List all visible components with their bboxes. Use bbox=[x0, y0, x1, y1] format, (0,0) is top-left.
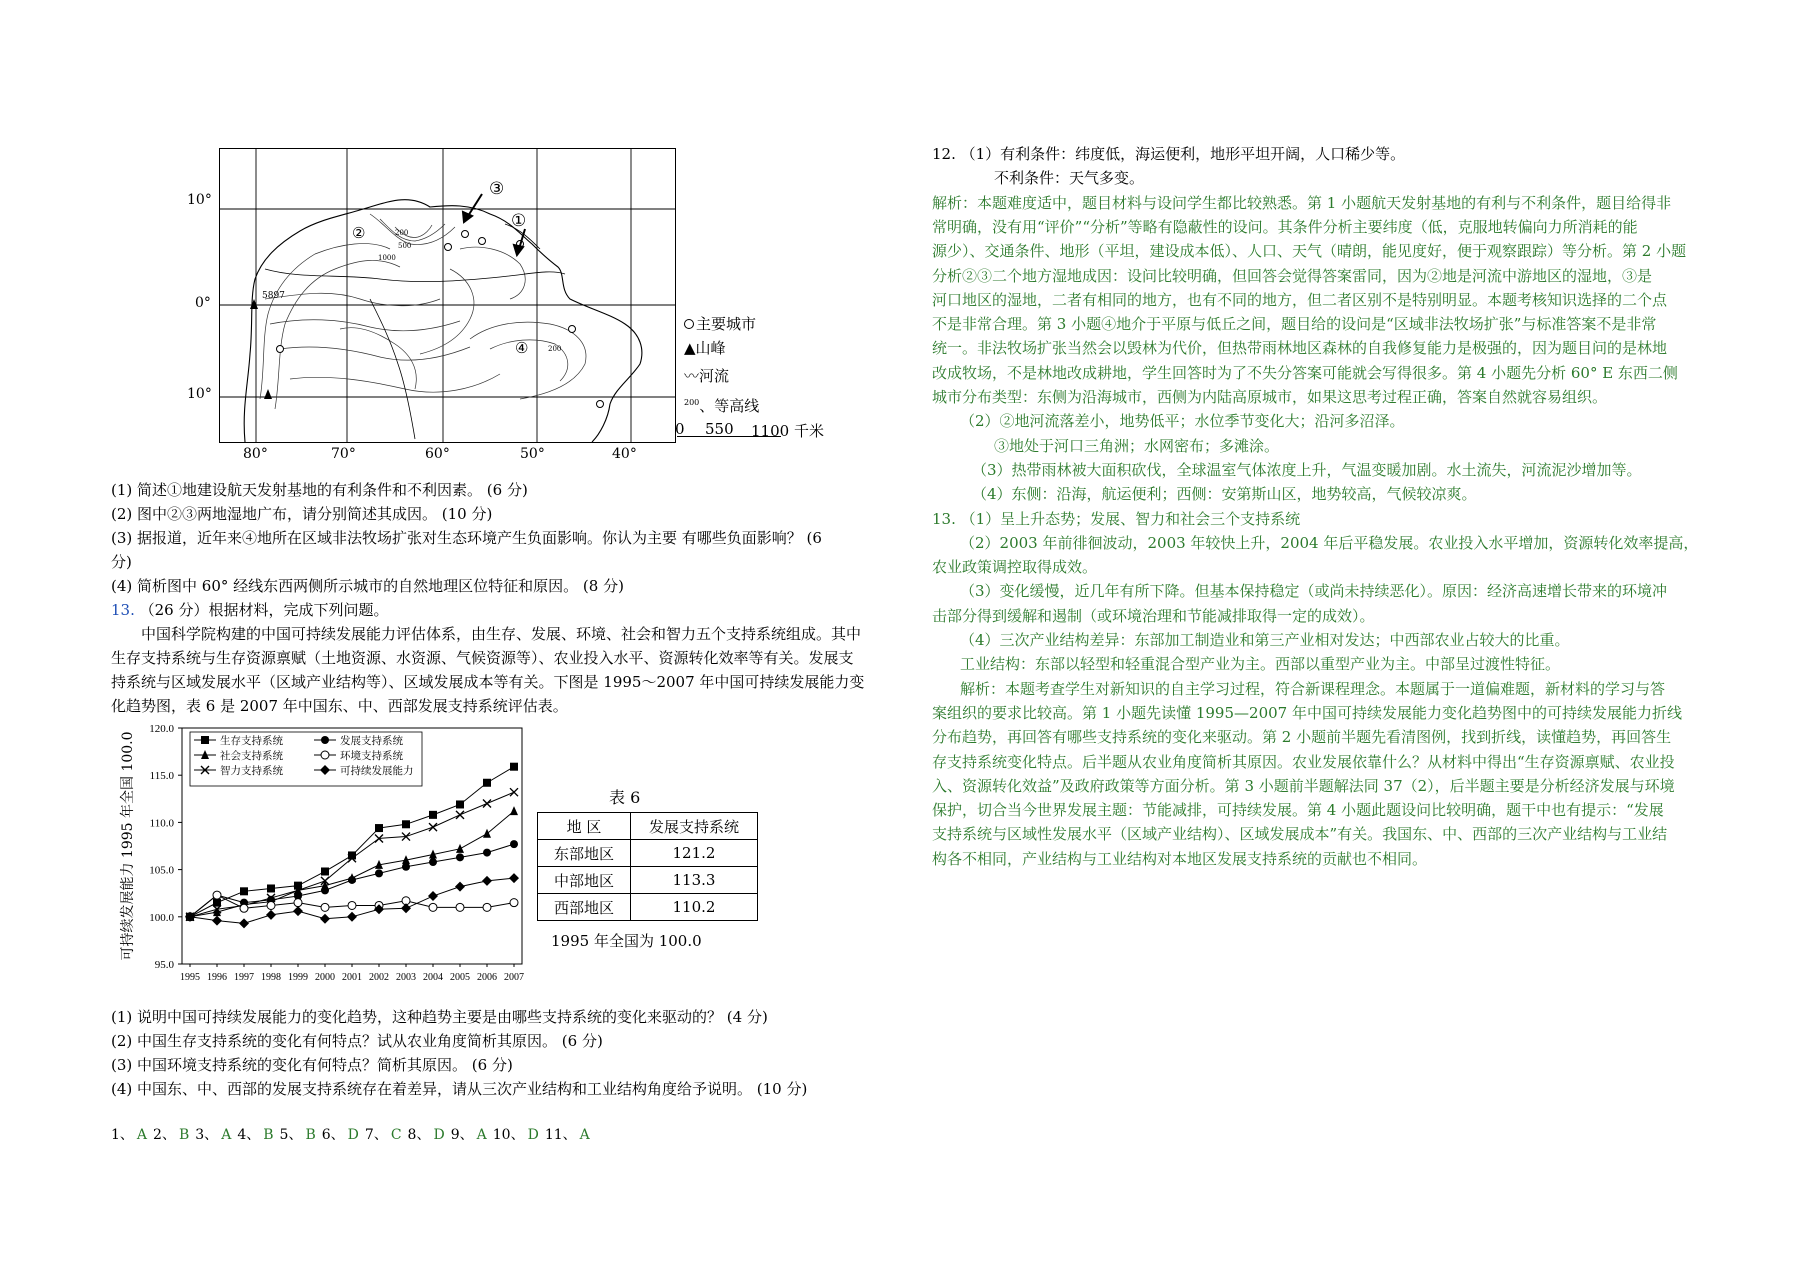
data-point bbox=[201, 736, 209, 744]
data-point bbox=[428, 891, 438, 901]
data-point bbox=[483, 779, 491, 787]
legend-contour: 、等高线 bbox=[699, 397, 760, 415]
answer-line: 源少）、交通条件、地形（平坦，建设成本低）、人口、天气（晴朗，能见度好，便于观察跟踪）等分析。第 2 小题 bbox=[932, 242, 1687, 261]
x-tick-label: 2003 bbox=[396, 972, 416, 983]
scale-end: 1100 千米 bbox=[751, 422, 824, 440]
x-tick-label: 2006 bbox=[477, 972, 497, 983]
mc-number: 8、 bbox=[407, 1127, 431, 1143]
data-point bbox=[402, 820, 410, 828]
data-point bbox=[293, 906, 303, 916]
mc-number: 4、 bbox=[237, 1127, 261, 1143]
answer-line: 支持系统与区域性发展水平（区域产业结构）、区域发展成本”有关。我国东、中、西部的三次产业结构与工业结 bbox=[932, 825, 1668, 844]
table-header-row bbox=[538, 813, 758, 840]
q12-item: (2) 图中②③两地湿地广布，请分别简述其成因。 (10 分) bbox=[111, 505, 493, 523]
contour-label: 200 bbox=[395, 229, 409, 237]
x-tick-label: 2007 bbox=[504, 972, 524, 983]
peak-legend-icon: ▲ bbox=[684, 339, 696, 357]
answer-line: ③地处于河口三角洲；水网密布；多滩涂。 bbox=[994, 436, 1280, 455]
lon-label: 60° bbox=[425, 446, 450, 462]
answer-line: 解析：本题考查学生对新知识的自主学习过程，符合新课程理念。本题属于一道偏难题，新材料的学习与答 bbox=[960, 679, 1666, 698]
data-point bbox=[510, 763, 518, 771]
table6-note: 1995 年全国为 100.0 bbox=[551, 932, 702, 950]
data-point bbox=[456, 811, 464, 819]
y-axis-label: 可持续发展能力 1995 年全国 100.0 bbox=[120, 731, 136, 961]
table-header: 发展支持系统 bbox=[631, 813, 758, 840]
data-point bbox=[456, 853, 464, 861]
lon-label: 80° bbox=[243, 446, 268, 462]
q13-number: 13. bbox=[111, 601, 135, 619]
data-point bbox=[456, 903, 464, 911]
legend-label: 社会支持系统 bbox=[220, 750, 283, 762]
data-point bbox=[483, 800, 491, 808]
data-point bbox=[294, 899, 302, 907]
legend-label: 环境支持系统 bbox=[340, 750, 403, 762]
lon-label: 70° bbox=[331, 446, 356, 462]
table-cell: 中部地区 bbox=[538, 867, 631, 894]
mc-number: 2、 bbox=[153, 1127, 176, 1143]
q13-material: 持系统与区域发展水平（区域产业结构等）、区域发展成本等有关。下图是 1995～2007 年中国可持续发展能力变 bbox=[111, 673, 865, 691]
data-point bbox=[213, 891, 221, 899]
data-point bbox=[320, 914, 330, 924]
table-cell: 110.2 bbox=[631, 894, 758, 921]
q13-item: (2) 中国生存支持系统的变化有何特点？试从农业角度简析其原因。 (6 分) bbox=[111, 1032, 603, 1050]
legend-peak: 山峰 bbox=[695, 339, 726, 357]
scale-zero: 0 bbox=[675, 420, 685, 438]
y-tick-label: 110.0 bbox=[149, 817, 174, 830]
data-point bbox=[509, 873, 519, 883]
table6 bbox=[537, 812, 758, 921]
data-point bbox=[510, 899, 518, 907]
answer-line: 保护，切合当今世界发展主题：节能减排，可持续发展。第 4 小题此题设问比较明确，题干中也有提示：“发展 bbox=[932, 801, 1664, 820]
mc-answer: D bbox=[433, 1127, 445, 1143]
answer-line: （2）②地河流落差小，地势低平；水位季节变化大；沿河多沼泽。 bbox=[960, 412, 1405, 431]
mc-answer: B bbox=[263, 1127, 274, 1143]
mc-answer: A bbox=[476, 1127, 487, 1143]
x-tick-label: 2000 bbox=[315, 972, 335, 983]
scale-bar bbox=[675, 420, 824, 440]
data-point bbox=[321, 867, 329, 875]
answer-line: 改成牧场，不是林地改成耕地，学生回答时为了不失分答案可能就会写得很多。第 4 小题先分析 60° E 东西二侧 bbox=[932, 363, 1678, 382]
data-point bbox=[401, 903, 411, 913]
mc-number: 11、 bbox=[544, 1127, 577, 1143]
table-row bbox=[538, 867, 758, 894]
lon-label: 40° bbox=[612, 446, 637, 462]
q13-item: (4) 中国东、中、西部的发展支持系统存在着差异，请从三次产业结构和工业结构角度给予说明。 (10 分) bbox=[111, 1080, 808, 1098]
scale-mid: 550 bbox=[705, 420, 734, 438]
answer-line: 分布趋势，再回答有哪些支持系统的变化来驱动。第 2 小题前半题先看清图例，找到折线，读懂趋势，再回答生 bbox=[932, 728, 1672, 747]
mc-number: 6、 bbox=[321, 1127, 345, 1143]
data-point bbox=[321, 886, 329, 894]
data-point bbox=[239, 918, 249, 928]
answer-line: （4）三次产业结构差异：东部加工制造业和第三产业相对发达；中西部农业占较大的比重。 bbox=[960, 631, 1570, 649]
river-legend-icon: 〰 bbox=[684, 367, 700, 385]
answer-line: 不利条件：天气多变。 bbox=[994, 169, 1145, 188]
answer-line: 入、资源转化效益”及政府政策等方面分析。第 3 小题前半题解法同 37（2），后半题主要是分析经济发展与环境 bbox=[932, 776, 1675, 795]
mc-number: 3、 bbox=[195, 1127, 219, 1143]
data-point bbox=[429, 811, 437, 819]
data-point bbox=[483, 849, 491, 857]
y-tick-label: 100.0 bbox=[149, 911, 174, 924]
data-point bbox=[212, 916, 222, 926]
data-point bbox=[267, 901, 275, 909]
table-row bbox=[538, 840, 758, 867]
table6-title: 表 6 bbox=[609, 788, 641, 807]
answer-line: 河口地区的湿地，二者有相同的地方，也有不同的地方，但二者区别不是特别明显。本题考核知识选择的二个点 bbox=[932, 290, 1668, 309]
answer-line: 存支持系统变化特点。后半题从农业角度简析其原因。农业发展依靠什么？从材料中得出“生存资源禀赋、农业投 bbox=[932, 752, 1675, 771]
multiple-choice-answers bbox=[111, 1125, 596, 1146]
marker-1: ① bbox=[511, 211, 527, 231]
mc-answer: A bbox=[221, 1127, 232, 1143]
answer-line: （3）热带雨林被大面积砍伐，全球温室气体浓度上升，气温变暖加剧。水土流失，河流泥沙增加等。 bbox=[972, 460, 1642, 479]
x-tick-label: 1997 bbox=[234, 972, 254, 983]
x-tick-label: 1998 bbox=[261, 972, 281, 983]
data-point bbox=[375, 824, 383, 832]
table-row bbox=[538, 894, 758, 921]
q12-item: 分) bbox=[111, 553, 132, 571]
x-tick-label: 1999 bbox=[288, 972, 308, 983]
q12-item: (1) 简述①地建设航天发射基地的有利条件和不利因素。 (6 分) bbox=[111, 481, 528, 499]
legend-label: 可持续发展能力 bbox=[340, 765, 414, 777]
data-point bbox=[429, 823, 437, 831]
q13-title: （26 分）根据材料，完成下列问题。 bbox=[139, 601, 389, 619]
table-cell: 东部地区 bbox=[538, 840, 631, 867]
legend-label: 发展支持系统 bbox=[340, 735, 403, 747]
mc-answer: D bbox=[527, 1127, 539, 1143]
data-point bbox=[429, 858, 437, 866]
contour-label: 1000 bbox=[378, 254, 396, 262]
q13-material: 化趋势图，表 6 是 2007 年中国东、中、西部发展支持系统评估表。 bbox=[111, 697, 568, 715]
legend-label: 生存支持系统 bbox=[220, 735, 283, 747]
table-cell: 113.3 bbox=[631, 867, 758, 894]
lon-label: 50° bbox=[520, 446, 545, 462]
answer-line: 工业结构：东部以轻型和轻重混合型产业为主。西部以重型产业为主。中部呈过渡性特征。 bbox=[960, 655, 1561, 674]
mc-answer: C bbox=[390, 1127, 402, 1143]
data-point bbox=[402, 863, 410, 871]
x-tick-label: 2002 bbox=[369, 972, 389, 983]
map-contours bbox=[220, 149, 675, 442]
series-line bbox=[190, 767, 514, 917]
data-point bbox=[455, 882, 465, 892]
data-point bbox=[429, 903, 437, 911]
contour-legend-value: 200 bbox=[684, 398, 700, 407]
q12-item: (3) 据报道，近年来④地所在区域非法牧场扩张对生态环境产生负面影响。你认为主要 有哪些负面影响？ (6 bbox=[111, 529, 822, 547]
answer-line: （3）变化缓慢，近几年有所下降。但基本保持稳定（或尚未持续恶化）。原因：经济高速增长带来的环境冲 bbox=[960, 582, 1668, 601]
data-point bbox=[240, 887, 248, 895]
answer-line: 常明确，没有用“评价”“分析”等略有隐蔽性的设问。其条件分析主要纬度（低，克服地转偏向力所消耗的能 bbox=[932, 217, 1638, 236]
answer-line: 分析②③二个地方湿地成因：设问比较明确，但回答会觉得答案雷同，因为②地是河流中游地区的湿地，③是 bbox=[932, 266, 1653, 285]
data-point bbox=[348, 901, 356, 909]
table-cell: 西部地区 bbox=[538, 894, 631, 921]
data-point bbox=[510, 806, 518, 815]
table-cell: 121.2 bbox=[631, 840, 758, 867]
data-point bbox=[267, 884, 275, 892]
answer-line: 击部分得到缓解和遏制（或环境治理和节能减排取得一定的成效）。 bbox=[932, 606, 1375, 625]
data-point bbox=[510, 788, 518, 796]
data-point bbox=[375, 869, 383, 877]
data-point bbox=[321, 751, 329, 759]
y-tick-label: 120.0 bbox=[149, 723, 174, 735]
data-point bbox=[456, 800, 464, 808]
lat-label: 10° bbox=[187, 386, 212, 402]
answer-line: 统一。非法牧场扩张当然会以毁林为代价，但热带雨林地区森林的自我修复能力是极强的，因为题目问的是林地 bbox=[932, 339, 1668, 358]
answer-line: 构各不相同，产业结构与工业结构对本地区发展支持系统的贡献也不相同。 bbox=[932, 849, 1428, 868]
legend-label: 智力支持系统 bbox=[220, 765, 283, 777]
answer-line: 城市分布类型：东侧为沿海城市，西侧为内陆高原城市，如果这思考过程正确，答案自然就容易组织。 bbox=[932, 388, 1608, 406]
data-point bbox=[456, 844, 464, 853]
peak-elevation: 5897 bbox=[262, 291, 285, 301]
answer-line: 案组织的要求比较高。第 1 小题先读懂 1995—2007 年中国可持续发展能力变化趋势图中的可持续发展能力折线 bbox=[932, 703, 1682, 722]
mc-answer: B bbox=[178, 1127, 190, 1143]
x-tick-label: 2001 bbox=[342, 972, 362, 983]
mc-answer: A bbox=[579, 1127, 590, 1143]
data-point bbox=[213, 899, 221, 907]
mc-number: 5、 bbox=[279, 1127, 303, 1143]
mc-number: 7、 bbox=[364, 1127, 388, 1143]
mc-number: 10、 bbox=[492, 1127, 525, 1143]
mc-number: 1、 bbox=[111, 1127, 134, 1143]
contour-label: 200 bbox=[548, 345, 562, 353]
q13-header bbox=[111, 600, 389, 621]
lat-label: 10° bbox=[187, 192, 212, 208]
answer-line: 不是非常合理。第 3 小题④地介于平原与低丘之间，题目给的设问是“区域非法牧场扩张”与标准答案不是非常 bbox=[932, 315, 1657, 334]
answer-line: 13. （1）呈上升态势；发展、智力和社会三个支持系统 bbox=[932, 509, 1301, 528]
data-point bbox=[483, 829, 491, 838]
y-tick-label: 95.0 bbox=[154, 959, 174, 971]
mc-number: 9、 bbox=[450, 1127, 474, 1143]
q13-material: 生存支持系统与生存资源禀赋（土地资源、水资源、气候资源等）、农业投入水平、资源转化效率等有关。发展支 bbox=[111, 649, 854, 667]
q13-item: (3) 中国环境支持系统的变化有何特点？简析其原因。 (6 分) bbox=[111, 1056, 513, 1074]
x-tick-label: 2004 bbox=[423, 972, 443, 983]
marker-2: ② bbox=[352, 224, 366, 242]
answer-line: 12. （1）有利条件：纬度低，海运便利，地形平坦开阔，人口稀少等。 bbox=[932, 145, 1406, 163]
data-point bbox=[347, 912, 357, 922]
x-tick-label: 1996 bbox=[207, 972, 227, 983]
data-point bbox=[482, 876, 492, 886]
q13-material: 中国科学院构建的中国可持续发展能力评估体系，由生存、发展、环境、社会和智力五个支持系统组成。其中 bbox=[141, 625, 862, 643]
answer-line: （2）2003 年前徘徊波动，2003 年较快上升，2004 年后平稳发展。农业投入水平增加，资源转化效率提高， bbox=[960, 533, 1699, 552]
city-legend-icon bbox=[684, 319, 694, 329]
marker-4: ④ bbox=[515, 339, 529, 357]
answer-line: 农业政策调控取得成效。 bbox=[932, 558, 1098, 577]
x-tick-label: 2005 bbox=[450, 972, 470, 983]
answer-line: （4）东侧：沿海，航运便利；西侧：安第斯山区，地势较高，气候较凉爽。 bbox=[972, 485, 1477, 504]
table-header: 地 区 bbox=[538, 813, 631, 840]
south-america-map bbox=[219, 148, 676, 443]
y-tick-label: 115.0 bbox=[149, 770, 174, 783]
q13-item: (1) 说明中国可持续发展能力的变化趋势，这种趋势主要是由哪些支持系统的变化来驱动的？ (4 分) bbox=[111, 1008, 768, 1026]
mc-answer: A bbox=[136, 1127, 148, 1143]
data-point bbox=[348, 876, 356, 884]
data-point bbox=[321, 903, 329, 911]
answer-line: 解析：本题难度适中，题目材料与设问学生都比较熟悉。第 1 小题航天发射基地的有利与不利条件，题目给得非 bbox=[932, 193, 1672, 212]
data-point bbox=[321, 736, 329, 744]
data-point bbox=[266, 910, 276, 920]
x-tick-label: 1995 bbox=[180, 972, 200, 983]
sustainability-line-chart bbox=[112, 722, 532, 990]
data-point bbox=[240, 904, 248, 912]
map-legend bbox=[684, 313, 759, 419]
mc-answer: B bbox=[305, 1127, 316, 1143]
q12-item: (4) 简析图中 60° 经线东西两侧所示城市的自然地理区位特征和原因。 (8 分) bbox=[111, 577, 624, 595]
legend-city: 主要城市 bbox=[696, 315, 757, 333]
lat-label: 0° bbox=[195, 295, 211, 311]
data-point bbox=[510, 840, 518, 848]
legend-river: 河流 bbox=[699, 367, 730, 385]
marker-3: ③ bbox=[489, 179, 505, 199]
y-tick-label: 105.0 bbox=[149, 864, 174, 877]
contour-label: 500 bbox=[398, 242, 412, 250]
mc-answer: D bbox=[347, 1127, 359, 1143]
data-point bbox=[483, 903, 491, 911]
